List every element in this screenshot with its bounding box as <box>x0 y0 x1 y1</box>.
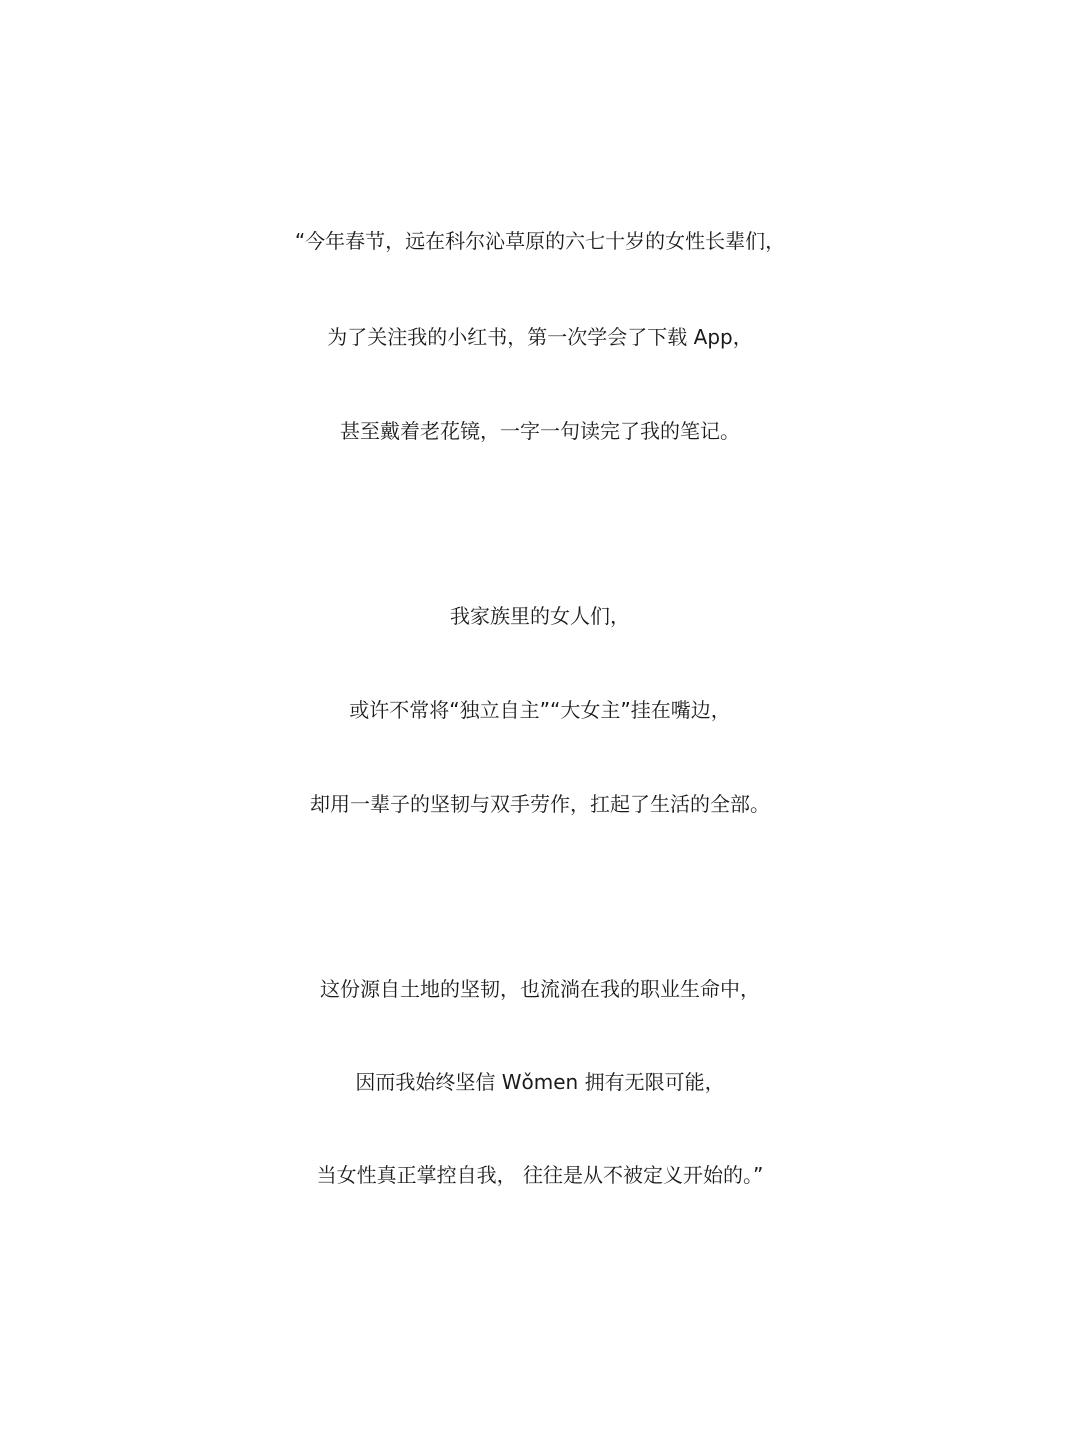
quote-line: “今年春节，远在科尔沁草原的六七十岁的女性长辈们， <box>294 229 786 253</box>
quote-line: 当女性真正掌控自我， 往往是从不被定义开始的。” <box>316 1163 764 1187</box>
quote-line: 我家族里的女人们， <box>450 604 630 628</box>
quote-line: 却用一辈子的坚韧与双手劳作，扛起了生活的全部。 <box>310 792 770 816</box>
quote-line: 因而我始终坚信 Wǒmen 拥有无限可能， <box>355 1070 725 1094</box>
quote-line: 或许不常将“独立自主”“大女主”挂在嘴边， <box>349 698 731 722</box>
quote-line: 这份源自土地的坚韧，也流淌在我的职业生命中， <box>320 977 760 1001</box>
quote-line: 甚至戴着老花镜，一字一句读完了我的笔记。 <box>340 419 740 443</box>
quote-line: 为了关注我的小红书，第一次学会了下载 App， <box>327 325 753 349</box>
